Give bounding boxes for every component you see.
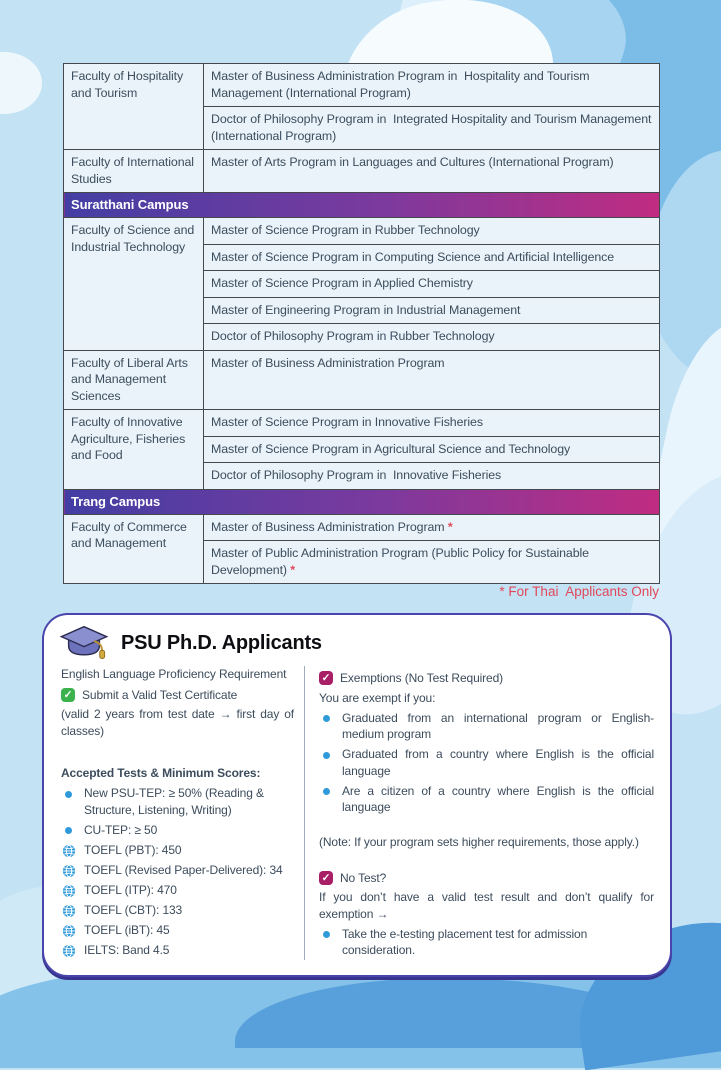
bullet-dot-icon — [61, 824, 76, 835]
program-name: Doctor of Philosophy Program in Innovative Fisheries — [204, 463, 660, 490]
no-test-heading: No Test? — [340, 870, 387, 885]
faculty-name: Faculty of Innovative Agriculture, Fisheries and Food — [64, 410, 204, 490]
program-name: Master of Science Program in Computing Science and Artificial Intelligence — [204, 244, 660, 271]
pink-check-icon: ✓ — [319, 871, 333, 885]
faculty-name: Faculty of Liberal Arts and Management Sciences — [64, 350, 204, 410]
globe-icon — [61, 884, 76, 898]
exemption-item-label: Graduated from a country where English is the official language — [342, 747, 654, 778]
graduation-cap-icon — [59, 624, 109, 662]
test-item — [61, 842, 294, 859]
no-test-item — [319, 926, 654, 959]
tests-list — [61, 785, 294, 958]
thai-only-asterisk: * — [286, 562, 296, 577]
green-check-icon: ✓ — [61, 688, 75, 702]
bullet-dot-icon — [319, 785, 334, 796]
test-item — [61, 942, 294, 959]
submit-certificate-row — [61, 687, 294, 704]
program-row — [64, 350, 660, 410]
exemption-item — [319, 746, 654, 779]
test-item-label: New PSU-TEP: ≥ 50% (Reading & Structure, Listening, Writing) — [84, 786, 264, 817]
exemptions-heading-row — [319, 670, 654, 687]
program-name: Master of Business Administration Program * — [204, 514, 660, 541]
globe-icon — [61, 924, 76, 938]
test-item-label: CU-TEP: ≥ 50 — [84, 822, 158, 837]
exemptions-heading: Exemptions (No Test Required) — [340, 671, 504, 685]
program-name: Master of Science Program in Agricultural Science and Technology — [204, 436, 660, 463]
exemption-item — [319, 710, 654, 743]
bullet-dot-icon — [319, 928, 334, 939]
test-item-label: TOEFL (Revised Paper-Delivered): 34 — [84, 862, 283, 877]
campus-header-row — [64, 489, 660, 514]
test-item-label: IELTS: Band 4.5 — [84, 942, 170, 957]
program-name: Master of Science Program in Applied Chemistry — [204, 271, 660, 298]
faculty-name: Faculty of International Studies — [64, 150, 204, 193]
card-body — [44, 664, 670, 970]
program-name: Master of Business Administration Program — [204, 350, 660, 410]
background-blob — [0, 52, 42, 114]
program-row — [64, 64, 660, 107]
program-name: Doctor of Philosophy Program in Integrated Hospitality and Tourism Management (International Program) — [204, 107, 660, 150]
test-item-label: TOEFL (ITP): 470 — [84, 882, 177, 897]
programs-table — [63, 63, 660, 584]
program-name: Master of Science Program in Rubber Technology — [204, 218, 660, 245]
card-right-column — [304, 666, 654, 960]
globe-icon — [61, 944, 76, 958]
thai-only-asterisk: * — [444, 519, 453, 534]
faculty-name: Faculty of Science and Industrial Technology — [64, 218, 204, 351]
programs-table-body — [64, 64, 660, 584]
test-item-label: TOEFL (CBT): 133 — [84, 902, 183, 917]
no-test-item-label: Take the e-testing placement test for admission consideration. — [342, 926, 588, 957]
test-item — [61, 822, 294, 839]
program-row — [64, 514, 660, 541]
english-requirement-heading: English Language Proficiency Requirement — [61, 667, 287, 681]
faculty-name: Faculty of Commerce and Management — [64, 514, 204, 584]
no-test-list — [319, 926, 654, 959]
globe-icon — [61, 864, 76, 878]
exempt-intro: You are exempt if you: — [319, 690, 436, 705]
exemption-item — [319, 783, 654, 816]
card-title: PSU Ph.D. Applicants — [121, 631, 322, 654]
exemption-item-label: Are a citizen of a country where English is the official language — [342, 783, 654, 814]
program-name: Master of Public Administration Program (Public Policy for Sustainable Development) * — [204, 541, 660, 584]
test-item — [61, 922, 294, 939]
pink-check-icon: ✓ — [319, 671, 333, 685]
faculty-name: Faculty of Hospitality and Tourism — [64, 64, 204, 150]
program-name: Doctor of Philosophy Program in Rubber Technology — [204, 324, 660, 351]
test-item — [61, 862, 294, 879]
globe-icon — [61, 904, 76, 918]
program-row — [64, 410, 660, 437]
program-name: Master of Science Program in Innovative Fisheries — [204, 410, 660, 437]
program-name: Master of Business Administration Program in Hospitality and Tourism Management (International Program) — [204, 64, 660, 107]
bullet-dot-icon — [319, 748, 334, 759]
no-test-heading-row — [319, 870, 654, 887]
validity-note: (valid 2 years from test date → first day of classes) — [61, 707, 294, 738]
program-row — [64, 218, 660, 245]
exemptions-list — [319, 710, 654, 816]
card-left-column — [61, 666, 304, 960]
phd-applicants-card — [42, 613, 672, 977]
campus-header-row — [64, 193, 660, 218]
card-header — [44, 615, 670, 664]
no-test-text: If you don’t have a valid test result and don’t qualify for exemption → — [319, 890, 654, 921]
exemption-item-label: Graduated from an international program or English-medium program — [342, 710, 654, 741]
campus-title: Suratthani Campus — [64, 193, 660, 218]
test-item — [61, 882, 294, 899]
test-item-label: TOEFL (PBT): 450 — [84, 842, 182, 857]
bullet-dot-icon — [319, 712, 334, 723]
globe-icon — [61, 844, 76, 858]
program-name: Master of Arts Program in Languages and Cultures (International Program) — [204, 150, 660, 193]
test-item — [61, 902, 294, 919]
test-item — [61, 785, 294, 818]
submit-certificate-label: Submit a Valid Test Certificate — [82, 687, 238, 702]
test-item-label: TOEFL (iBT): 45 — [84, 922, 170, 937]
higher-requirements-note: (Note: If your program sets higher requirements, those apply.) — [319, 835, 639, 849]
program-row — [64, 150, 660, 193]
program-name: Master of Engineering Program in Industrial Management — [204, 297, 660, 324]
campus-title: Trang Campus — [64, 489, 660, 514]
thai-applicants-footnote: * For Thai Applicants Only — [499, 584, 659, 599]
accepted-tests-heading: Accepted Tests & Minimum Scores: — [61, 766, 261, 780]
bullet-dot-icon — [61, 787, 76, 798]
